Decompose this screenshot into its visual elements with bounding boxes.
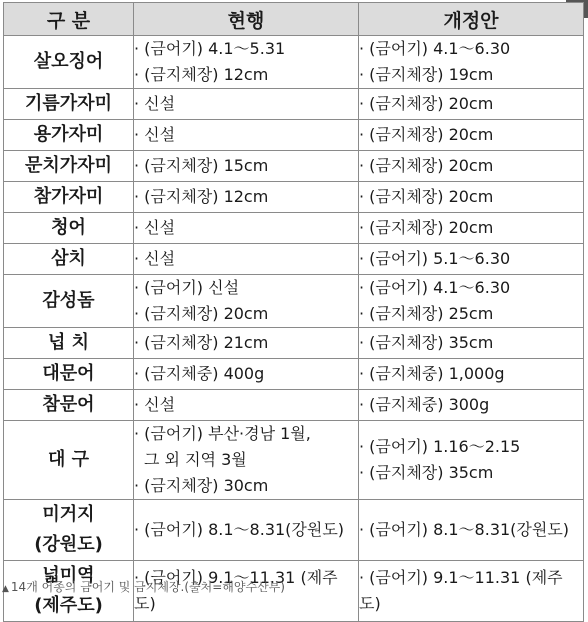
table-row [4,275,584,328]
current-rule-cell [134,36,359,89]
current-rule-line: · (금지체장) 15cm [134,156,269,175]
table-row [4,421,584,500]
revised-rule-cell [359,500,584,561]
revised-rule-line: · (금지체장) 19cm [359,65,494,84]
species-name-line: 넓미역 [42,565,95,586]
revised-rule-line: · (금지체장) 20cm [359,94,494,113]
species-name-line: 삼치 [51,248,86,269]
species-name [4,500,134,561]
revised-rule-cell [359,244,584,275]
revised-rule-cell [359,151,584,182]
current-rule-cell [134,89,359,120]
species-name-line: 넙 치 [47,332,90,353]
species-name [4,89,134,120]
table-row [4,36,584,89]
species-name [4,151,134,182]
current-rule-line: · 신설 [134,395,176,414]
table-row [4,89,584,120]
current-rule-cell [134,213,359,244]
header-revised: 개정안 [359,3,584,36]
revised-rule-cell [359,120,584,151]
revised-rule-line: · (금어기) 1.16～2.15 [359,437,521,456]
current-rule-line: · (금지체장) 21cm [134,333,269,352]
current-rule-cell [134,244,359,275]
species-name-line: 용가자미 [33,124,104,145]
current-rule-line: · (금지체장) 12cm [134,187,269,206]
table-row [4,120,584,151]
table-row [4,359,584,390]
revised-rule-line: · (금지체장) 20cm [359,156,494,175]
species-name-line: 감성돔 [42,290,95,311]
revised-rule-cell [359,561,584,622]
caption-text: 14개 어종의 금어기 및 금지체장.(출처=해양수산부) [10,580,285,594]
species-name-line: 기름가자미 [25,93,112,114]
revised-rule-line: · (금어기) 4.1～6.30 [359,278,511,297]
species-name [4,328,134,359]
current-rule-line: · 신설 [134,249,176,268]
species-name-line: 대 구 [47,449,90,470]
current-rule-cell [134,328,359,359]
table-row [4,500,584,561]
species-name-line: 살오징어 [33,51,104,72]
current-rule-line: 그 외 지역 3월 [144,450,247,469]
species-name-line: 참문어 [42,394,95,415]
current-rule-line: · (금어기) 4.1～5.31 [134,39,286,58]
species-name [4,421,134,500]
table-row [4,244,584,275]
table-row [4,390,584,421]
revised-rule-line: · (금지체중) 300g [359,395,490,414]
current-rule-cell [134,390,359,421]
revised-rule-line: · (금지체장) 20cm [359,218,494,237]
revised-rule-cell [359,328,584,359]
species-name [4,36,134,89]
current-rule-line: · (금지체장) 12cm [134,65,269,84]
revised-rule-line: · (금어기) 8.1～8.31(강원도) [359,520,570,539]
species-name-line: 대문어 [42,363,95,384]
revised-rule-cell [359,213,584,244]
current-rule-line: · (금지체장) 20cm [134,304,269,323]
species-name [4,390,134,421]
revised-rule-cell [359,36,584,89]
species-name [4,120,134,151]
revised-rule-line: · (금지체장) 20cm [359,187,494,206]
revised-rule-cell [359,421,584,500]
revised-rule-line: · (금지체장) 35cm [359,463,494,482]
species-name-line: 참가자미 [33,186,104,207]
image-caption [2,578,285,595]
revised-rule-line: · (금어기) 5.1～6.30 [359,249,511,268]
table-row [4,213,584,244]
species-name-line: 문치가자미 [25,155,112,176]
current-rule-line: · (금어기) 부산·경남 1월, [134,424,311,443]
revised-rule-cell [359,89,584,120]
current-rule-cell [134,275,359,328]
header-current: 현행 [134,3,359,36]
species-name-line: 미거지 [42,504,95,525]
revised-rule-cell [359,182,584,213]
revised-rule-cell [359,390,584,421]
species-name [4,213,134,244]
current-rule-cell [134,500,359,561]
species-name [4,244,134,275]
revised-rule-line: · (금지체장) 25cm [359,304,494,323]
current-rule-line: · (금지체중) 400g [134,364,265,383]
current-rule-line: · (금지체장) 30cm [134,476,269,495]
current-rule-cell [134,182,359,213]
species-name [4,182,134,213]
current-rule-cell [134,359,359,390]
table-header-row [4,3,584,36]
table-row [4,182,584,213]
current-rule-line: · (금어기) 8.1～8.31(강원도) [134,520,345,539]
species-name-line: 청어 [51,217,86,238]
revised-rule-line: · (금어기) 4.1～6.30 [359,39,511,58]
current-rule-line: · 신설 [134,218,176,237]
revised-rule-line: · (금지체중) 1,000g [359,364,505,383]
table-row [4,328,584,359]
revised-rule-cell [359,275,584,328]
current-rule-cell [134,421,359,500]
current-rule-cell [134,120,359,151]
current-rule-line: · (금어기) 신설 [134,278,240,297]
species-name [4,275,134,328]
revised-rule-line: · (금어기) 9.1～11.31 (제주도) [359,568,563,613]
revised-rule-cell [359,359,584,390]
current-rule-line: · (금어기) 9.1～11.31 (제주도) [134,568,338,613]
species-name-line: (강원도) [34,534,103,555]
species-name [4,359,134,390]
current-rule-cell [134,151,359,182]
revised-rule-line: · (금지체장) 35cm [359,333,494,352]
header-category: 구 분 [4,3,134,36]
current-rule-line: · 신설 [134,94,176,113]
current-rule-line: · 신설 [134,125,176,144]
regulation-table [3,2,584,622]
caption-triangle-icon: ▲ [2,584,9,594]
species-name-line: (제주도) [34,595,103,616]
revised-rule-line: · (금지체장) 20cm [359,125,494,144]
table-row [4,151,584,182]
